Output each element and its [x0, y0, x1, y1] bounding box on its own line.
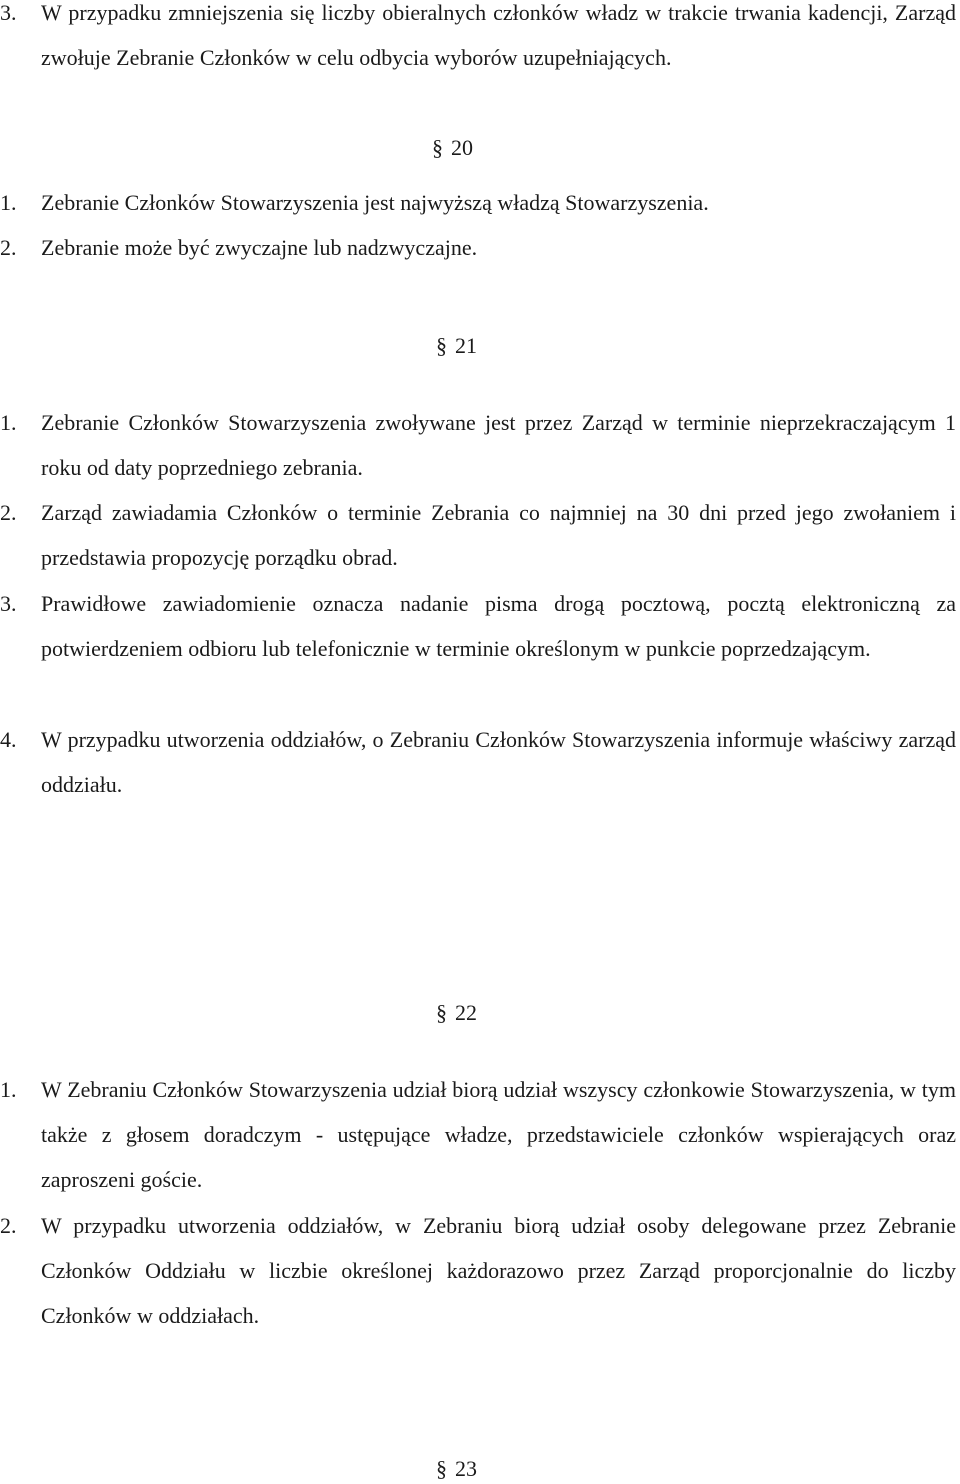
section-number: 23 — [455, 1456, 477, 1481]
item-text: W przypadku utworzenia oddziałów, o Zebraniu Członków Stowarzyszenia informuje właściwy zarząd oddziału. — [41, 727, 956, 797]
section-number: 20 — [451, 135, 473, 160]
item-number: 3. — [0, 0, 17, 25]
item-text: W przypadku zmniejszenia się liczby obieralnych członków władz w trakcie trwania kadencji, Zarząd zwołuje Zebranie Członków w celu odbycia wyborów uzupełniających. — [41, 0, 956, 70]
section-symbol: § — [436, 1000, 447, 1025]
item-text: Zebranie może być zwyczajne lub nadzwyczajne. — [41, 235, 478, 260]
item-text: W Zebraniu Członków Stowarzyszenia udział biorą udział wszyscy członkowie Stowarzyszenia, w tym także z głosem doradczym - ustępujące władze, przedstawiciele członków wspierających oraz zaproszeni goście. — [41, 1077, 956, 1192]
section-symbol: § — [432, 135, 443, 160]
item-number: 4. — [0, 727, 17, 752]
section-number: 21 — [455, 333, 477, 358]
item-text: Zebranie Członków Stowarzyszenia zwoływane jest przez Zarząd w terminie nieprzekraczającym 1 roku od daty poprzedniego zebrania. — [41, 410, 956, 480]
item-number: 2. — [0, 1213, 17, 1238]
item-number: 2. — [0, 500, 17, 525]
item-number: 1. — [0, 410, 17, 435]
section-heading-20 — [432, 133, 473, 163]
section-heading-21 — [436, 331, 477, 361]
item-text: Zarząd zawiadamia Członków o terminie Zebrania co najmniej na 30 dni przed jego zwołaniem i przedstawia propozycję porządku obrad. — [41, 500, 956, 570]
item-text: Zebranie Członków Stowarzyszenia jest najwyższą władzą Stowarzyszenia. — [41, 190, 709, 215]
section-symbol: § — [436, 333, 447, 358]
section-heading-22 — [436, 998, 477, 1028]
item-number: 1. — [0, 1077, 17, 1102]
section-heading-23 — [436, 1454, 477, 1484]
item-number: 1. — [0, 190, 17, 215]
section-symbol: § — [436, 1456, 447, 1481]
section-number: 22 — [455, 1000, 477, 1025]
item-text: Prawidłowe zawiadomienie oznacza nadanie pisma drogą pocztową, pocztą elektroniczną za potwierdzeniem odbioru lub telefonicznie w terminie określonym w punkcie poprzedzającym. — [41, 591, 956, 661]
item-text: W przypadku utworzenia oddziałów, w Zebraniu biorą udział osoby delegowane przez Zebranie Członków Oddziału w liczbie określonej każdorazowo przez Zarząd proporcjonalnie do liczby Członków w oddziałach. — [41, 1213, 956, 1328]
item-number: 3. — [0, 591, 17, 616]
item-number: 2. — [0, 235, 17, 260]
